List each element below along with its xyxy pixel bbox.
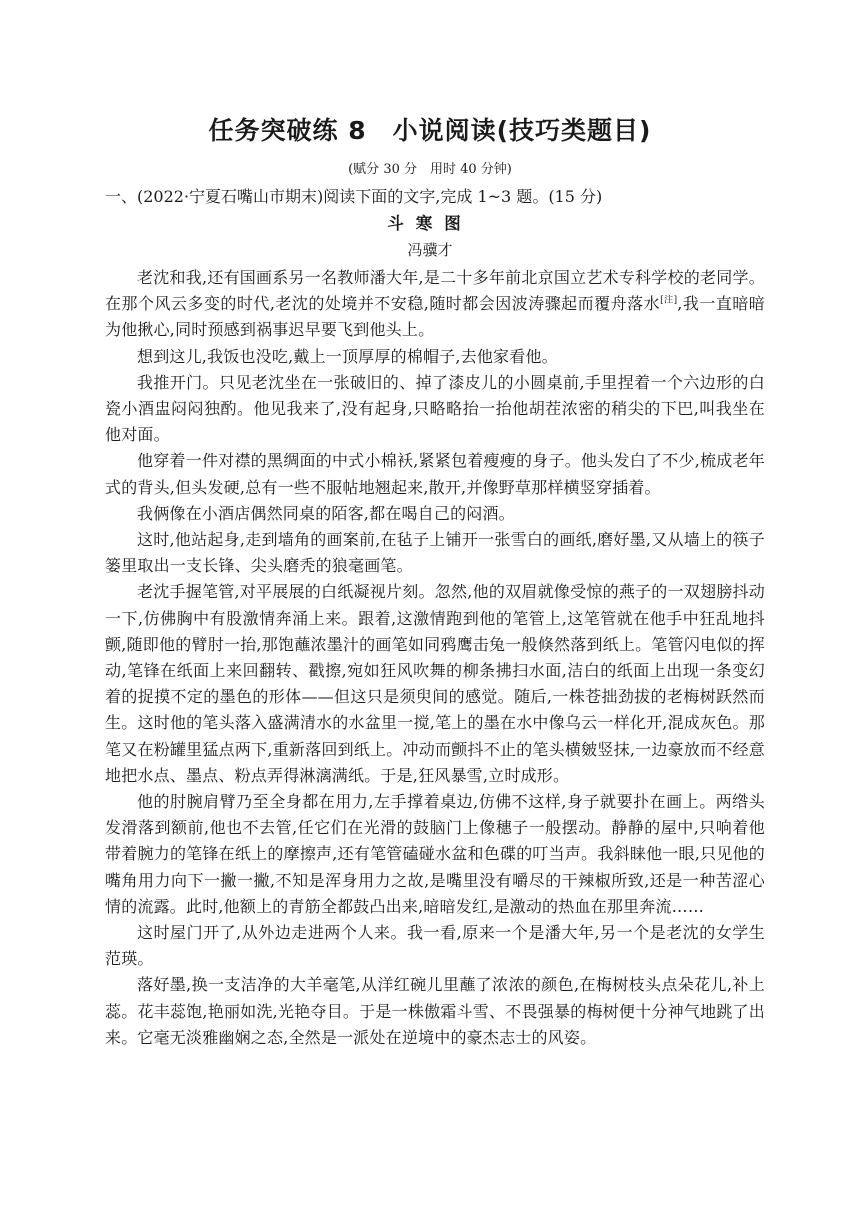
score-time-note: (赋分 30 分 用时 40 分钟) <box>348 162 512 177</box>
paragraph: 老沈和我,还有国画系另一名教师潘大年,是二十多年前北京国立艺术专科学校的老同学。在那个风云多变的时代,老沈的处境并不安稳,随时都会因波涛骤起而覆舟落水[注],我一直暗暗为他揪心,同时预感到祸事迟早要飞到他头上。 <box>105 268 765 340</box>
paragraph: 想到这儿,我饭也没吃,戴上一顶厚厚的棉帽子,去他家看他。 <box>137 346 558 366</box>
paragraph: 这时屋门开了,从外边走进两个人来。我一看,原来一个是潘大年,另一个是老沈的女学生范瑛。 <box>105 923 765 969</box>
footnote-marker: [注] <box>660 295 678 306</box>
paragraph: 他的肘腕肩臂乃至全身都在用力,左手撑着桌边,仿佛不这样,身子就要扑在画上。两绺头发滑落到额前,他也不去管,任它们在光滑的鼓脑门上像穗子一般摆动。静静的屋中,只响着他带着腕力的笔锋在纸上的摩擦声,还有笔管磕碰水盆和色碟的叮当声。我斜睐他一眼,只见他的嘴角用力向下一撇一撇,不知是浑身用力之故,是嘴里没有嚼尽的干辣椒所致,还是一种苦涩心情的流露。此时,他额上的青筋全都鼓凸出来,暗暗发红,是激动的热血在那里奔流…… <box>105 792 765 916</box>
section-heading: 一、(2022·宁夏石嘴山市期末)阅读下面的文字,完成 1~3 题。(15 分) <box>105 187 603 206</box>
paragraph: 这时,他站起身,走到墙角的画案前,在毡子上铺开一张雪白的画纸,磨好墨,又从墙上的筷子篓里取出一支长锋、尖头磨秃的狼毫画笔。 <box>105 530 765 576</box>
story-author: 冯骥才 <box>407 241 453 259</box>
page-title: 任务突破练 8 小说阅读(技巧类题目) <box>208 116 652 145</box>
paragraph: 他穿着一件对襟的黑绸面的中式小棉袄,紧紧包着瘦瘦的身子。他头发白了不少,梳成老年式的背头,但头发硬,总有一些不服帖地翘起来,散开,并像野草那样横竖穿插着。 <box>105 451 765 497</box>
story-body <box>105 265 765 1051</box>
story-title: 斗寒图 <box>387 214 473 233</box>
paragraph: 落好墨,换一支洁净的大羊毫笔,从洋红碗儿里蘸了浓浓的颜色,在梅树枝头点朵花儿,补上蕊。花丰蕊饱,艳丽如洗,光艳夺目。于是一株傲霜斗雪、不畏强暴的梅树便十分神气地跳了出来。它毫无淡雅幽娴之态,全然是一派处在逆境中的豪杰志士的风姿。 <box>105 975 765 1047</box>
paragraph: 我俩像在小酒店偶然同桌的陌客,都在喝自己的闷酒。 <box>137 503 515 523</box>
paragraph: 老沈手握笔管,对平展展的白纸凝视片刻。忽然,他的双眉就像受惊的燕子的一双翅膀抖动一下,仿佛胸中有股激情奔涌上来。跟着,这激情跑到他的笔管上,这笔管就在他手中狂乱地抖颤,随即他的臂肘一抬,那饱蘸浓墨汁的画笔如同鸦鹰击兔一般倏然落到纸上。笔管闪电似的挥动,笔锋在纸面上来回翻转、戳擦,宛如狂风吹舞的柳条拂扫水面,洁白的纸面上出现一条变幻着的捉摸不定的墨色的形体——但这只是须臾间的感觉。随后,一株苍拙劲拔的老梅树跃然而生。这时他的笔头落入盛满清水的水盆里一搅,笔上的墨在水中像乌云一样化开,混成灰色。那笔又在粉罐里猛点两下,重新落回到纸上。冲动而颤抖不止的笔头横皴竖抹,一边豪放而不经意地把水点、墨点、粉点弄得淋漓满纸。于是,狂风暴雪,立时成形。 <box>105 582 765 785</box>
paragraph: 我推开门。只见老沈坐在一张破旧的、掉了漆皮儿的小圆桌前,手里捏着一个六边形的白瓷小酒盅闷闷独酌。他见我来了,没有起身,只略略抬一抬他胡茬浓密的稍尖的下巴,叫我坐在他对面。 <box>105 372 765 445</box>
